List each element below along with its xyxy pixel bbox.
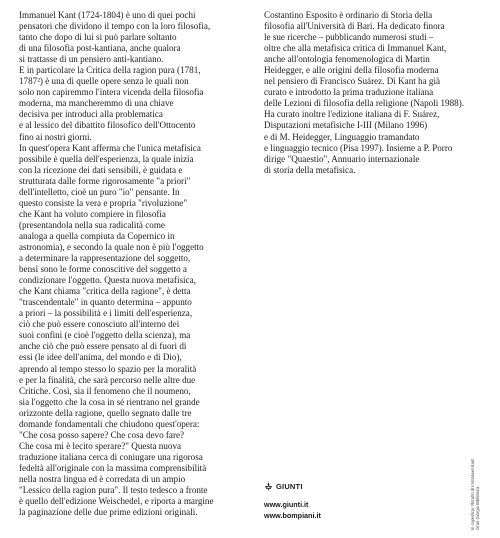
text-line: pensatori che dividono il tempo con la loro filosofia, [19, 21, 211, 32]
text-line: "Lessico della ragion pura". Il testo tedesco a fronte [19, 485, 208, 496]
text-line: E in particolare la Critica della ragion pura (1781, [19, 65, 201, 76]
website-link[interactable]: www.giunti.it [264, 500, 309, 509]
text-line: (presentandola nella sua radicalità come [19, 219, 165, 230]
text-line: "trascendentale" in quanto determina – appunto [19, 297, 192, 308]
text-line: sia l'oggetto che la cosa in sé rientrano nel grande [19, 396, 200, 407]
text-line: Immanuel Kant (1724-1804) è uno di quei pochi [19, 10, 196, 20]
text-line: e al lessico del dibattito filosofico dell'Ottocento [19, 120, 196, 131]
text-line: delle Lezioni di filosofia della religione (Napoli 1988). [264, 98, 465, 109]
text-line: dirige "Quaestio", Annuario internazionale [264, 153, 420, 164]
text-line: filosofia all'Università di Bari. Ha dedicato finora [264, 21, 445, 32]
text-line: e linguaggio tecnico (Pisa 1997). Insieme a P. Porro [264, 142, 453, 153]
text-line: Heidegger, e alle origini della filosofia moderna [264, 65, 439, 76]
text-line: nel pensiero di Francisco Suárez. Di Kant ha già [264, 76, 441, 87]
text-line: Che cosa mi è lecito sperare?" Questa nuova [19, 440, 182, 451]
cover-credit [470, 459, 480, 530]
text-line: la paginazione delle due prime edizioni originali. [19, 507, 198, 518]
text-line: anche ciò che può essere pensato al di fuori di [19, 341, 187, 352]
website-link[interactable]: www.bompiani.it [264, 510, 321, 520]
text-line: bensì sono le forme conoscitive del soggetto a [19, 264, 187, 275]
right-column-translator-bio [264, 10, 486, 176]
text-line: nella nostra lingua ed è corredata di un ampio [19, 473, 186, 484]
text-line: a determinare la rappresentazione del soggetto, [19, 253, 191, 264]
text-line: che Kant ha voluto compiere in filosofia [19, 208, 166, 219]
left-column-description [19, 10, 249, 518]
text-line: orizzonte della ragione, quello segnato dalle tre [19, 407, 192, 418]
text-line: possibile è quella dell'esperienza, la quale inizia [19, 153, 194, 164]
text-line: decisiva per introduci alla problematica [19, 109, 163, 120]
text-line: Ha curato inoltre l'edizione italiana di F. Suárez, [264, 109, 440, 120]
text-line: ciò che può essere conosciuto all'interno dei [19, 319, 180, 330]
text-line: fino ai nostri giorni. [19, 131, 92, 142]
text-line: domande fondamentali che chiudono quest'opera: [19, 418, 200, 429]
text-line: e di M. Heidegger, Linguaggio tramandato [264, 131, 420, 142]
cover-credit-line: Gran Giorgio Biblioteca [475, 486, 481, 530]
giunti-lily-icon [264, 482, 273, 491]
text-line: e per la finalità, che sarà percorso nelle altre due [19, 374, 196, 385]
text-line: 1787²) è una di quelle opere senza le quali non [19, 76, 189, 87]
text-line: traduzione italiana cerca di coniugare una rigorosa [19, 451, 203, 462]
text-line: suoi confini (e cioè l'oggetto della scienza), ma [19, 330, 191, 341]
text-line: che Kant chiama "critica della ragione", è detta [19, 286, 191, 297]
publisher-name: GIUNTI [276, 482, 303, 491]
text-line: strutturata dalle forme rigorosamente "a priori" [19, 175, 191, 186]
text-line: con la ricezione dei dati sensibili, è guidata e [19, 164, 183, 175]
text-line: essi (le idee dell'anima, del mondo e di Dio), [19, 352, 182, 363]
text-line: tanto che dopo di lui si può parlare soltanto [19, 32, 177, 43]
text-line: curato e introdotto la prima traduzione italiana [264, 87, 434, 98]
text-line: le sue ricerche – pubblicando numerosi studi – [264, 32, 434, 43]
publisher-websites [264, 500, 321, 521]
text-line: astronomia), e secondo la quale non è più l'oggetto [19, 241, 204, 252]
text-line: In quest'opera Kant afferma che l'unica metafisica [19, 142, 201, 153]
text-line: anche all'ontologia fenomenologica di Martin [264, 54, 430, 65]
text-line: Disputazioni metafisiche I-III (Milano 1996) [264, 120, 428, 131]
text-line: questo consiste la vera e propria "rivoluzione" [19, 197, 188, 208]
text-line: di storia della metafisica. [264, 164, 356, 175]
text-line: oltre che alla metafisica critica di Immanuel Kant, [264, 43, 447, 54]
text-line: si trattasse di un pensiero anti-kantiano. [19, 54, 164, 65]
text-line: solo non capiremmo l'intera vicenda della filosofia [19, 87, 204, 98]
text-line: a priori – la possibilità e i limiti dell'esperienza, [19, 308, 193, 319]
text-line: Critiche. Così, sia il fenomeno che il noumeno, [19, 385, 191, 396]
text-line: moderna, ma mancheremmo di una chiave [19, 98, 174, 109]
text-line: è quello dell'edizione Weischedel, e riporta a margine [19, 496, 214, 507]
text-line: Costantino Esposito è ordinario di Storia della [264, 10, 433, 20]
text-line: dell'intelletto, cioè un puro "io" pensante. In [19, 186, 180, 197]
text-line: analoga a quella compiuta da Copernico in [19, 230, 175, 241]
text-line: di una filosofia post-kantiana, anche qualora [19, 43, 181, 54]
text-line: aprendo al tempo stesso lo spazio per la moralità [19, 363, 197, 374]
text-line: "Che cosa posso sapere? Che cosa devo fare? [19, 429, 185, 440]
cover-credit-line: In copertina: Ritratto di Immanuel Kant [470, 458, 475, 530]
text-line: fedeltà all'originale con la massima comprensibilità [19, 462, 207, 473]
text-line: condizionare l'oggetto. Questa nuova metafisica, [19, 275, 196, 286]
publisher-logo [264, 482, 303, 491]
